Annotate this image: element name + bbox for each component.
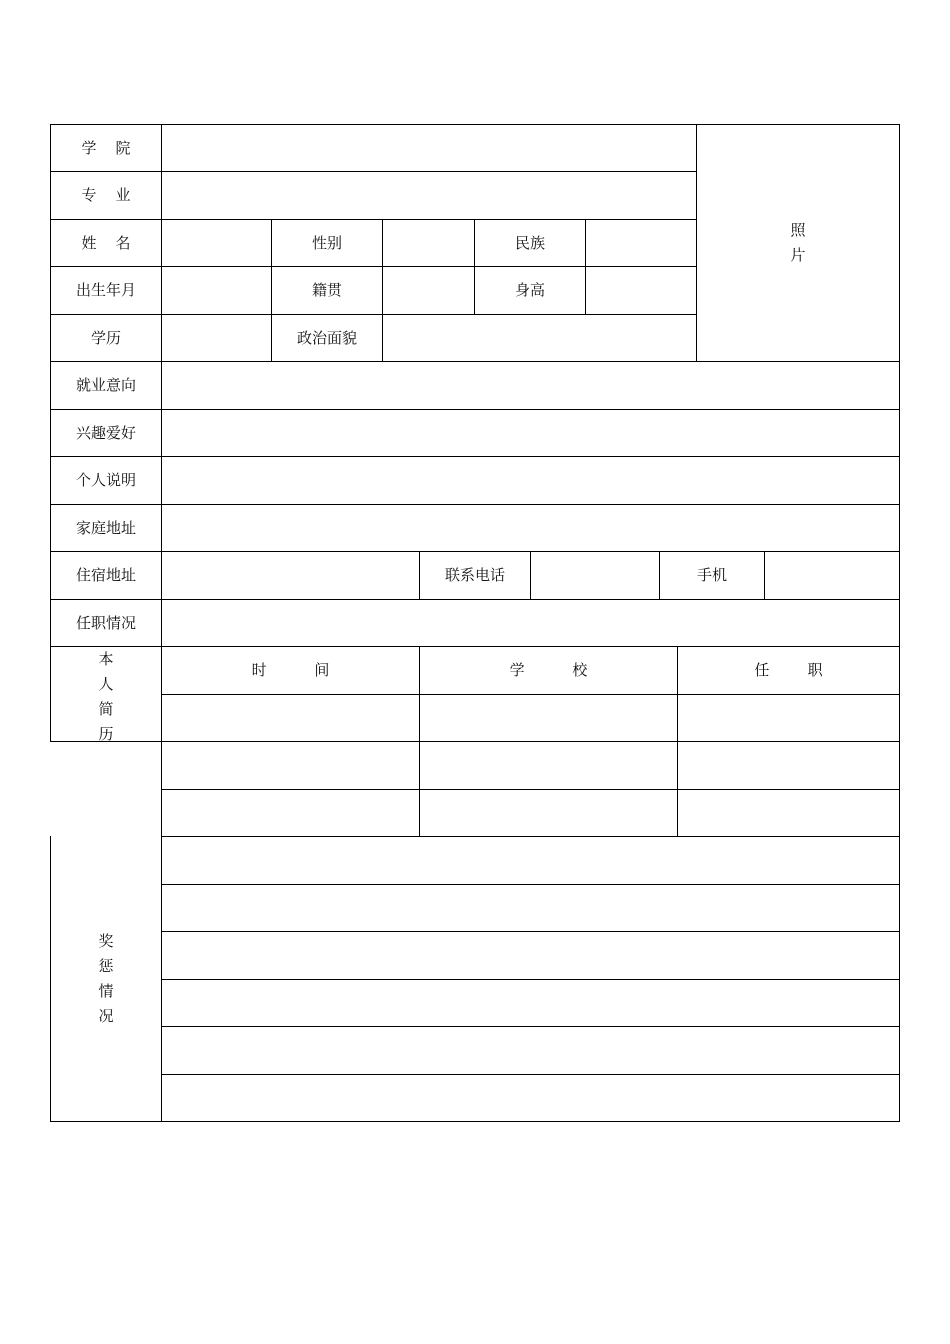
resume-row-1[interactable] bbox=[162, 695, 899, 741]
major-label: 专 业 bbox=[81, 186, 131, 204]
resume-school-header: 学 校 bbox=[509, 661, 588, 679]
gender-field[interactable] bbox=[383, 220, 474, 266]
contact-phone-field[interactable] bbox=[531, 552, 659, 599]
home-address-field[interactable] bbox=[162, 505, 899, 551]
mobile-label: 手机 bbox=[696, 566, 727, 584]
awards-label-char: 奖 bbox=[98, 932, 114, 950]
resume-label-char: 简 bbox=[98, 700, 114, 718]
major-field[interactable] bbox=[162, 172, 696, 219]
awards-label-char: 惩 bbox=[98, 957, 114, 975]
home-address-label: 家庭地址 bbox=[75, 518, 136, 537]
political-status-field[interactable] bbox=[383, 315, 696, 361]
awards-row-2[interactable] bbox=[162, 885, 899, 931]
gender-label: 性别 bbox=[311, 233, 342, 252]
resume-label-char: 人 bbox=[98, 675, 114, 693]
contact-phone-label: 联系电话 bbox=[444, 566, 505, 584]
awards-label-char: 情 bbox=[98, 982, 114, 1000]
resume-time-header: 时 间 bbox=[251, 661, 330, 679]
awards-row-5[interactable] bbox=[162, 1027, 899, 1074]
positions-held-label: 任职情况 bbox=[75, 613, 136, 632]
photo-label-char: 照 bbox=[790, 221, 806, 239]
native-place-label: 籍贯 bbox=[311, 281, 342, 299]
positions-held-field[interactable] bbox=[162, 600, 899, 646]
political-status-label: 政治面貌 bbox=[296, 328, 357, 347]
awards-row-1[interactable] bbox=[162, 837, 899, 884]
photo-label-char: 片 bbox=[790, 246, 806, 264]
mobile-field[interactable] bbox=[765, 552, 899, 599]
name-field[interactable] bbox=[162, 220, 271, 266]
resume-label-char: 本 bbox=[98, 650, 114, 668]
career-intent-label: 就业意向 bbox=[75, 376, 136, 394]
rule-bottom bbox=[50, 1121, 900, 1122]
personal-statement-field[interactable] bbox=[162, 457, 899, 504]
native-place-field[interactable] bbox=[383, 267, 474, 314]
birth-label: 出生年月 bbox=[75, 281, 136, 299]
education-label: 学历 bbox=[90, 328, 121, 347]
rule-right bbox=[899, 124, 900, 1122]
birth-field[interactable] bbox=[162, 267, 271, 314]
awards-row-3[interactable] bbox=[162, 932, 899, 979]
resume-position-header: 任 职 bbox=[754, 661, 823, 679]
name-label: 姓 名 bbox=[81, 233, 131, 252]
college-label: 学 院 bbox=[81, 138, 131, 157]
awards-row-4[interactable] bbox=[162, 980, 899, 1026]
college-field[interactable] bbox=[162, 125, 696, 171]
personal-statement-label: 个人说明 bbox=[75, 471, 136, 489]
awards-label bbox=[51, 837, 161, 1121]
height-label: 身高 bbox=[514, 281, 545, 299]
career-intent-field[interactable] bbox=[162, 362, 899, 409]
education-field[interactable] bbox=[162, 315, 271, 361]
resume-row-2[interactable] bbox=[162, 742, 899, 789]
resume-label bbox=[51, 647, 161, 741]
hobbies-label: 兴趣爱好 bbox=[75, 423, 136, 442]
awards-row-6[interactable] bbox=[162, 1075, 899, 1121]
hobbies-field[interactable] bbox=[162, 410, 899, 456]
awards-label-char: 况 bbox=[98, 1007, 114, 1025]
height-field[interactable] bbox=[586, 267, 696, 314]
resume-row-3[interactable] bbox=[162, 790, 899, 836]
dorm-address-field[interactable] bbox=[162, 552, 419, 599]
ethnicity-field[interactable] bbox=[586, 220, 696, 266]
resume-label-char: 历 bbox=[98, 725, 114, 743]
ethnicity-label: 民族 bbox=[514, 233, 545, 252]
photo-area[interactable] bbox=[697, 125, 899, 361]
dorm-address-label: 住宿地址 bbox=[75, 566, 136, 584]
